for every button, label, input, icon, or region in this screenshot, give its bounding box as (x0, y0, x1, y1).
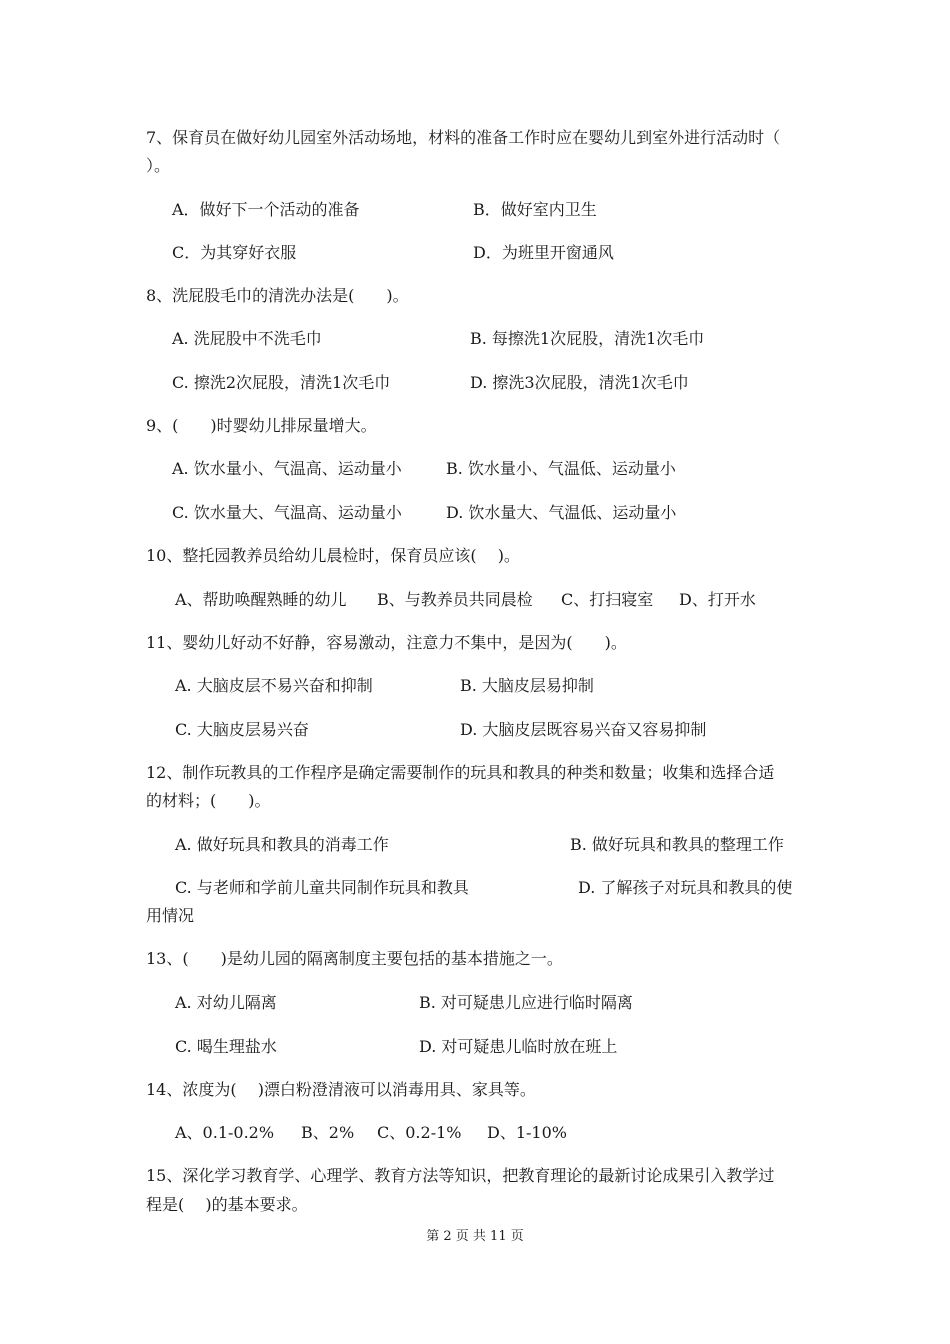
question-11-option-b: B. 大脑皮层易抑制 (460, 676, 594, 695)
question-8-option-a: A. 洗屁股中不洗毛巾 (172, 329, 322, 348)
question-13-option-d: D. 对可疑患儿临时放在班上 (419, 1037, 618, 1056)
question-8-option-b: B. 每擦洗1次屁股，清洗1次毛巾 (470, 329, 705, 348)
question-11-stem: 11、婴幼儿好动不好静，容易激动，注意力不集中，是因为( )。 (146, 633, 627, 652)
question-14-option-d: D、1-10% (487, 1123, 567, 1142)
question-7-option-c: C．为其穿好衣服 (172, 243, 297, 262)
question-14-option-a: A、0.1-0.2% (175, 1123, 275, 1142)
question-10-option-b: B、与教养员共同晨检 (377, 590, 533, 609)
question-12-stem: 12、制作玩教具的工作程序是确定需要制作的玩具和教具的种类和数量；收集和选择合适 (146, 763, 775, 782)
question-13-option-a: A. 对幼儿隔离 (175, 993, 277, 1012)
question-9-option-d: D. 饮水量大、气温低、运动量小 (446, 503, 677, 522)
question-9-option-b: B. 饮水量小、气温低、运动量小 (446, 459, 676, 478)
question-13-option-c: C. 喝生理盐水 (175, 1037, 277, 1056)
question-12-stem: 的材料；( )。 (146, 791, 271, 810)
question-15-stem: 15、深化学习教育学、心理学、教育方法等知识，把教育理论的最新讨论成果引入教学过 (146, 1166, 775, 1185)
question-7-option-a: A．做好下一个活动的准备 (172, 200, 360, 219)
question-10-option-c: C、打扫寝室 (561, 590, 654, 609)
question-9-stem: 9、( )时婴幼儿排尿量增大。 (146, 416, 377, 435)
question-7-option-b: B．做好室内卫生 (473, 200, 597, 219)
question-12-option-d-continuation: 用情况 (146, 906, 195, 925)
question-8-option-c: C. 擦洗2次屁股，清洗1次毛巾 (172, 373, 391, 392)
question-7-stem: ）。 (146, 156, 171, 175)
question-10-option-a: A、帮助唤醒熟睡的幼儿 (175, 590, 347, 609)
question-7-option-d: D．为班里开窗通风 (473, 243, 614, 262)
question-14-option-b: B、2% (301, 1123, 355, 1142)
question-14-stem: 14、浓度为( )漂白粉澄清液可以消毒用具、家具等。 (146, 1080, 536, 1099)
question-10-option-d: D、打开水 (679, 590, 756, 609)
question-11-option-d: D. 大脑皮层既容易兴奋又容易抑制 (460, 720, 707, 739)
question-12-option-b: B. 做好玩具和教具的整理工作 (570, 835, 784, 854)
question-11-option-a: A. 大脑皮层不易兴奋和抑制 (175, 676, 373, 695)
question-12-option-d: D. 了解孩子对玩具和教具的使 (578, 878, 793, 897)
question-12-option-a: A. 做好玩具和教具的消毒工作 (175, 835, 389, 854)
question-8-option-d: D. 擦洗3次屁股，清洗1次毛巾 (470, 373, 689, 392)
page-number-footer: 第 2 页 共 11 页 (426, 1229, 524, 1244)
question-13-stem: 13、( )是幼儿园的隔离制度主要包括的基本措施之一。 (146, 949, 563, 968)
question-14-option-c: C、0.2-1% (377, 1123, 462, 1142)
question-7-stem: 7、保育员在做好幼儿园室外活动场地，材料的准备工作时应在婴幼儿到室外进行活动时（ (146, 128, 781, 147)
question-13-option-b: B. 对可疑患儿应进行临时隔离 (419, 993, 633, 1012)
question-10-stem: 10、整托园教养员给幼儿晨检时，保育员应该( )。 (146, 546, 520, 565)
question-9-option-c: C. 饮水量大、气温高、运动量小 (172, 503, 402, 522)
question-8-stem: 8、洗屁股毛巾的清洗办法是( )。 (146, 286, 409, 305)
question-12-option-c: C. 与老师和学前儿童共同制作玩具和教具 (175, 878, 469, 897)
question-9-option-a: A. 饮水量小、气温高、运动量小 (172, 459, 402, 478)
question-15-stem: 程是( )的基本要求。 (146, 1195, 308, 1214)
question-11-option-c: C. 大脑皮层易兴奋 (175, 720, 309, 739)
